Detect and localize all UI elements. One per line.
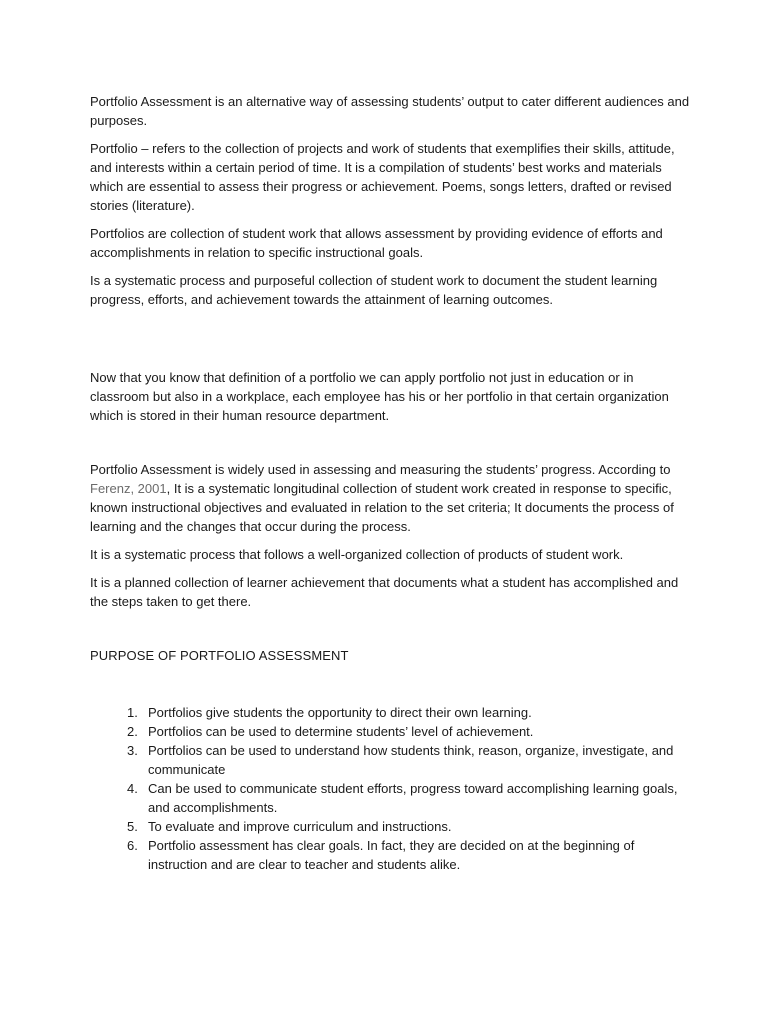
list-number: 5. (127, 819, 138, 834)
spacer (90, 434, 690, 460)
paragraph-planned-collection: It is a planned collection of learner achievement that documents what a student has accomplished and the steps taken to get there. (90, 575, 679, 609)
list-number: 1. (127, 705, 138, 720)
paragraph-systematic-process: Is a systematic process and purposeful collection of student work to document the student learning progress, efforts, and achievement towards the attainment of learning outcomes. (90, 273, 658, 307)
paragraph-workplace-portfolio: Now that you know that definition of a portfolio we can apply portfolio not just in education or in classroom but also in a workplace, each employee has his or her portfolio in that certain organization which is stored in their human resource department. (90, 370, 669, 423)
list-number: 4. (127, 781, 138, 796)
paragraph-portfolio-collection: Portfolios are collection of student work that allows assessment by providing evidence of efforts and accomplishments in relation to specific instructional goals. (90, 226, 663, 260)
spacer (90, 620, 690, 646)
paragraph-text: Portfolio Assessment is widely used in assessing and measuring the students’ progress. According to (90, 462, 671, 477)
spacer (90, 665, 690, 703)
citation-link[interactable]: Ferenz, 2001 (90, 481, 167, 496)
list-item-text: To evaluate and improve curriculum and instructions. (148, 819, 452, 834)
list-item-text: Portfolios can be used to understand how students think, reason, organize, investigate, and communicate (148, 743, 674, 777)
section-heading-purpose: PURPOSE OF PORTFOLIO ASSESSMENT (90, 648, 349, 663)
paragraph-portfolio-assessment-intro: Portfolio Assessment is an alternative way of assessing students’ output to cater different audiences and purposes. (90, 94, 690, 128)
list-item-text: Can be used to communicate student efforts, progress toward accomplishing learning goals, and accomplishments. (148, 781, 678, 815)
list-item (90, 779, 690, 817)
paragraph-text: , It is a systematic longitudinal collection of student work created in response to specific, known instructional objectives and evaluated in relation to the set criteria; It documents the process of learning and the changes that occur during the process. (90, 481, 674, 534)
spacer (90, 318, 690, 368)
purpose-list (90, 703, 690, 874)
list-item-text: Portfolios give students the opportunity to direct their own learning. (148, 705, 532, 720)
list-item (90, 817, 690, 836)
paragraph-well-organized: It is a systematic process that follows a well-organized collection of products of student work. (90, 547, 624, 562)
list-number: 2. (127, 724, 138, 739)
list-item (90, 836, 690, 874)
list-item-text: Portfolios can be used to determine students’ level of achievement. (148, 724, 534, 739)
list-item (90, 703, 690, 722)
list-item (90, 741, 690, 779)
list-item-text: Portfolio assessment has clear goals. In fact, they are decided on at the beginning of instruction and are clear to teacher and students alike. (148, 838, 635, 872)
list-item (90, 722, 690, 741)
list-number: 3. (127, 743, 138, 758)
paragraph-ferenz-citation (90, 460, 690, 536)
document-page (90, 92, 690, 874)
list-number: 6. (127, 838, 138, 853)
paragraph-portfolio-definition: Portfolio – refers to the collection of projects and work of students that exemplifies their skills, attitude, and interests within a certain period of time. It is a compilation of students’ best works and materials which are essential to assess their progress or achievement. Poems, songs letters, drafted or revised stories (literature). (90, 141, 675, 213)
